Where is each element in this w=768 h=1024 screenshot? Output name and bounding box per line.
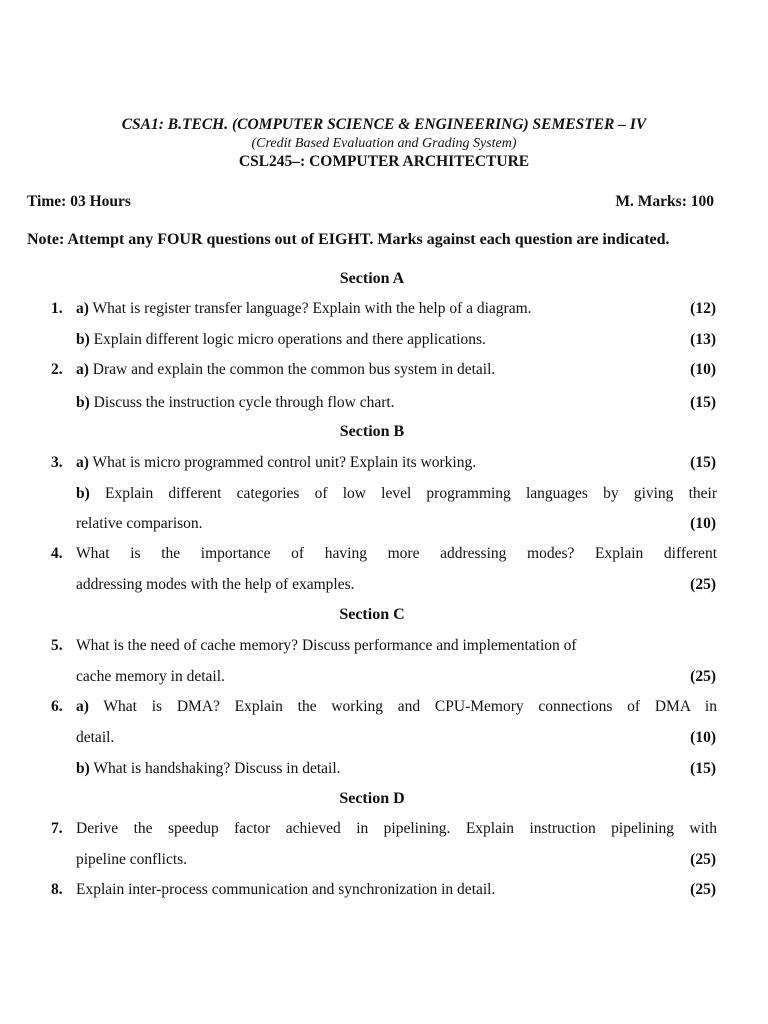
question-2b <box>76 394 395 412</box>
question-text: Draw and explain the common the common bus system in detail. <box>92 361 496 378</box>
question-3b <box>76 485 717 503</box>
question-marks: (15) <box>690 394 716 411</box>
section-a-heading: Section A <box>339 270 405 287</box>
part-label: b) <box>76 485 90 502</box>
part-label: b) <box>76 394 90 411</box>
question-6a <box>76 698 717 716</box>
question-text: What is handshaking? Discuss in detail. <box>93 760 341 777</box>
question-text: What is DMA? Explain the working and CPU-Memory connections of DMA in <box>103 698 717 715</box>
part-label: a) <box>76 698 89 715</box>
question-text: What is register transfer language? Explain with the help of a diagram. <box>92 300 532 317</box>
question-text-continued: pipeline conflicts. <box>76 851 188 868</box>
question-marks: (12) <box>690 300 716 317</box>
question-marks: (25) <box>690 576 716 593</box>
question-marks: (10) <box>690 515 716 532</box>
question-4: What is the importance of having more addressing modes? Explain different <box>76 545 717 562</box>
question-text-continued: relative comparison. <box>76 515 203 532</box>
question-2a <box>76 361 495 379</box>
question-1b <box>76 331 486 349</box>
max-marks: M. Marks: 100 <box>615 193 714 210</box>
question-text: Explain different logic micro operations and there applications. <box>93 331 486 348</box>
question-marks: (25) <box>690 881 716 898</box>
question-number: 7. <box>51 820 63 837</box>
grading-system: (Credit Based Evaluation and Grading System) <box>251 136 517 151</box>
question-number: 8. <box>51 881 63 898</box>
question-marks: (10) <box>690 729 716 746</box>
part-label: b) <box>76 331 90 348</box>
question-3a <box>76 454 476 472</box>
section-d-heading: Section D <box>339 790 405 807</box>
instructions-note: Note: Attempt any FOUR questions out of EIGHT. Marks against each question are indicated. <box>27 231 670 248</box>
question-text: Discuss the instruction cycle through flow chart. <box>93 394 395 411</box>
exam-duration: Time: 03 Hours <box>27 193 131 210</box>
question-number: 4. <box>51 545 63 562</box>
question-5: What is the need of cache memory? Discuss performance and implementation of <box>76 637 577 654</box>
question-marks: (25) <box>690 851 716 868</box>
part-label: a) <box>76 454 89 471</box>
question-8: Explain inter-process communication and synchronization in detail. <box>76 881 496 898</box>
question-text-continued: cache memory in detail. <box>76 668 225 685</box>
question-text: What is micro programmed control unit? Explain its working. <box>92 454 477 471</box>
question-number: 3. <box>51 454 63 471</box>
question-marks: (15) <box>690 760 716 777</box>
question-7: Derive the speedup factor achieved in pipelining. Explain instruction pipelining with <box>76 820 717 837</box>
part-label: a) <box>76 300 89 317</box>
question-1a <box>76 300 532 318</box>
section-c-heading: Section C <box>339 606 405 623</box>
question-number: 6. <box>51 698 63 715</box>
question-marks: (25) <box>690 668 716 685</box>
question-6b <box>76 760 341 778</box>
question-marks: (13) <box>690 331 716 348</box>
question-text-continued: addressing modes with the help of examples. <box>76 576 355 593</box>
question-text-continued: detail. <box>76 729 115 746</box>
course-title: CSL245–: COMPUTER ARCHITECTURE <box>238 153 530 170</box>
part-label: b) <box>76 760 90 777</box>
part-label: a) <box>76 361 89 378</box>
question-text: Explain different categories of low level programming languages by giving their <box>104 485 718 502</box>
question-number: 5. <box>51 637 63 654</box>
section-b-heading: Section B <box>339 423 405 440</box>
question-marks: (15) <box>690 454 716 471</box>
question-number: 1. <box>51 300 63 317</box>
question-marks: (10) <box>690 361 716 378</box>
program-title: CSA1: B.TECH. (COMPUTER SCIENCE & ENGINEERING) SEMESTER – IV <box>121 116 647 133</box>
question-number: 2. <box>51 361 63 378</box>
